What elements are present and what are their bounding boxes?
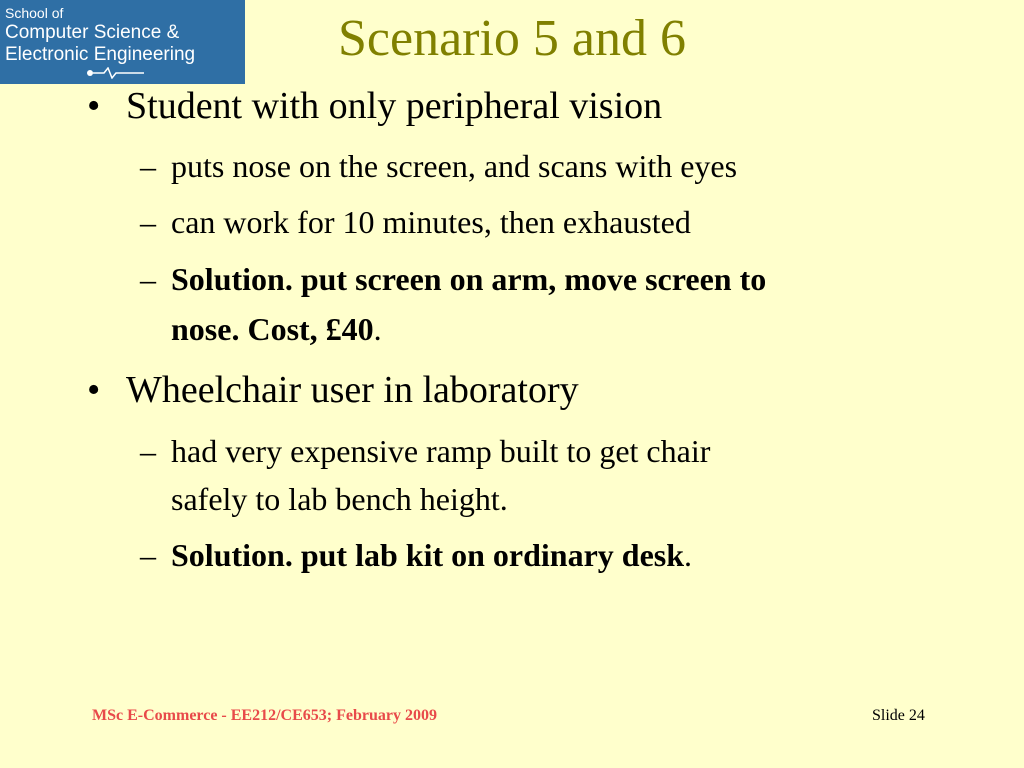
sub-1-3-dash: – [140, 261, 156, 297]
slide-title: Scenario 5 and 6 [337, 10, 686, 67]
sub-2-1-line-2: safely to lab bench height. [171, 481, 508, 517]
sub-2-1-dash: – [140, 433, 156, 469]
sub-1-3-line-2 [171, 309, 382, 349]
bullet-1-marker: • [87, 85, 101, 127]
solution-2-bold: Solution. put lab kit on ordinary desk [171, 537, 685, 573]
sub-2-2-text [171, 535, 692, 575]
bullet-2-text: Wheelchair user in laboratory [126, 369, 579, 411]
logo-line-3: Electronic Engineering [5, 44, 196, 65]
bullet-1-text: Student with only peripheral vision [126, 85, 663, 127]
sub-1-2-text: can work for 10 minutes, then exhausted [171, 204, 691, 240]
bullet-2-marker: • [87, 369, 101, 411]
logo-line-1: School of [5, 5, 64, 21]
sub-1-1-text: puts nose on the screen, and scans with eyes [171, 148, 738, 184]
footer-slide-number: Slide 24 [872, 707, 925, 724]
sub-2-2-dash: – [140, 537, 156, 573]
solution-2-tail: . [684, 537, 693, 573]
footer-course: MSc E-Commerce - EE212/CE653; February 2009 [92, 707, 437, 724]
solution-1-tail: . [373, 311, 382, 347]
sub-1-3-line-1 [171, 259, 766, 299]
sub-1-2-dash: – [140, 204, 156, 240]
sub-1-1-dash: – [140, 148, 156, 184]
solution-1-bold-line-1: Solution. put screen on arm, move screen to [171, 261, 767, 297]
logo-line-2: Computer Science & [5, 22, 180, 43]
sub-2-1-line-1: had very expensive ramp built to get chair [171, 433, 711, 469]
solution-1-bold-line-2: nose. Cost, £40 [171, 311, 374, 347]
